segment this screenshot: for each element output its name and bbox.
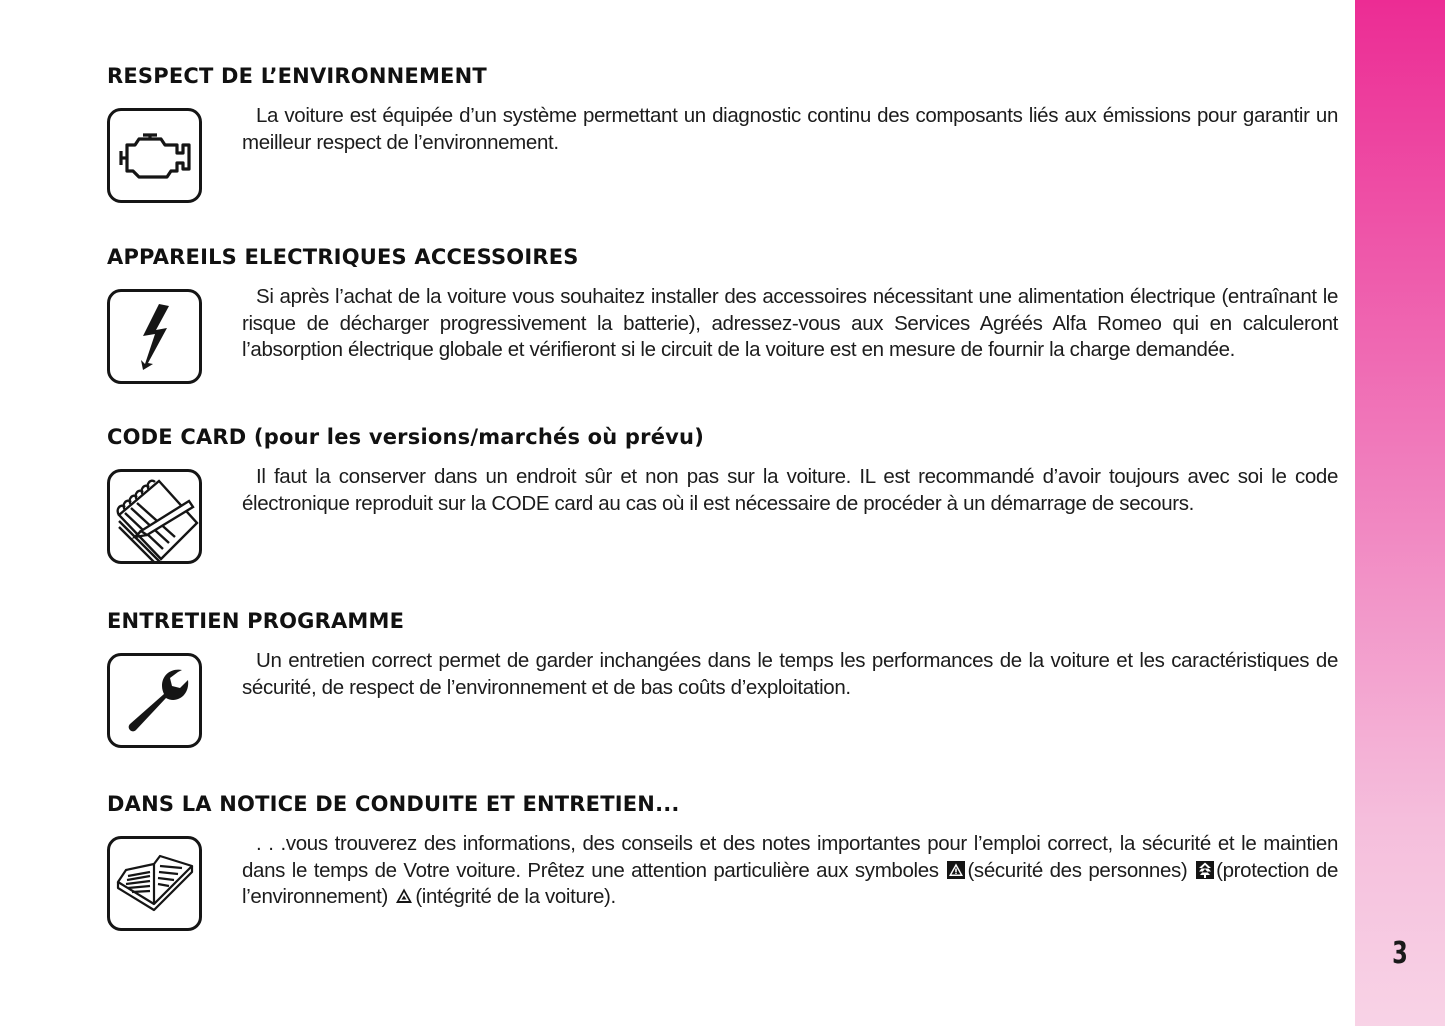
section-manual [107,791,1338,911]
vehicle-integrity-icon [395,887,413,905]
section-text: Un entretien correct permet de garder inchangées dans le temps les performances de la voiture et les caractéristiques de sécurité, de respect de l’environnement et de bas coûts d’exploitation. [242,649,1338,699]
wrench-icon [107,653,202,748]
section-environment [107,63,1338,156]
section-text: La voiture est équipée d’un système permettant un diagnostic continu des composants liés aux émissions pour garantir un meilleur respect de l’environnement. [242,104,1338,154]
section-title: ENTRETIEN PROGRAMME [107,609,405,633]
text-environment: (protection de l’environnement) [242,858,1338,908]
section-text [242,831,1338,911]
environment-protection-icon [1196,861,1214,879]
section-text: Il faut la conserver dans un endroit sûr et non pas sur la voiture. IL est recommandé d’avoir toujours avec soi le code électronique reproduit sur la CODE card au cas où il est nécessaire de procéder à un démarrage de secours. [242,465,1338,515]
section-text: Si après l’achat de la voiture vous souhaitez installer des accessoires nécessitant une alimentation électrique (entraînant le risque de décharger progressivement la batterie), adressez-vous aux Services Agréés Alfa Romeo qui en calculeront l’absorption électrique globale et vérifieront si le circuit de la voiture est en mesure de fournir la charge demandée. [242,285,1338,361]
side-color-band [1355,0,1445,1026]
text-safety: (sécurité des personnes) [967,858,1188,882]
open-book-icon [107,836,202,931]
section-title: DANS LA NOTICE DE CONDUITE ET ENTRETIEN... [107,792,680,816]
section-code-card [107,424,1338,517]
notepad-icon [107,469,202,564]
section-electrical [107,244,1338,364]
section-title: RESPECT DE L’ENVIRONNEMENT [107,64,487,88]
section-title: APPAREILS ELECTRIQUES ACCESSOIRES [107,245,579,269]
lightning-icon [107,289,202,384]
engine-icon [107,108,202,203]
section-maintenance [107,608,1338,701]
personal-safety-warning-icon [947,861,965,879]
section-title: CODE CARD (pour les versions/marchés où prévu) [107,425,705,449]
text-vehicle: (intégrité de la voiture). [415,885,616,908]
page-number: 3 [1392,936,1408,971]
text-intro: . . .vous trouverez des informations, des conseils et des notes importantes pour l’emploi correct, la sécurité et le maintien dans le temps de Votre voiture. Prêtez une attention particulière aux symboles [242,832,1338,882]
